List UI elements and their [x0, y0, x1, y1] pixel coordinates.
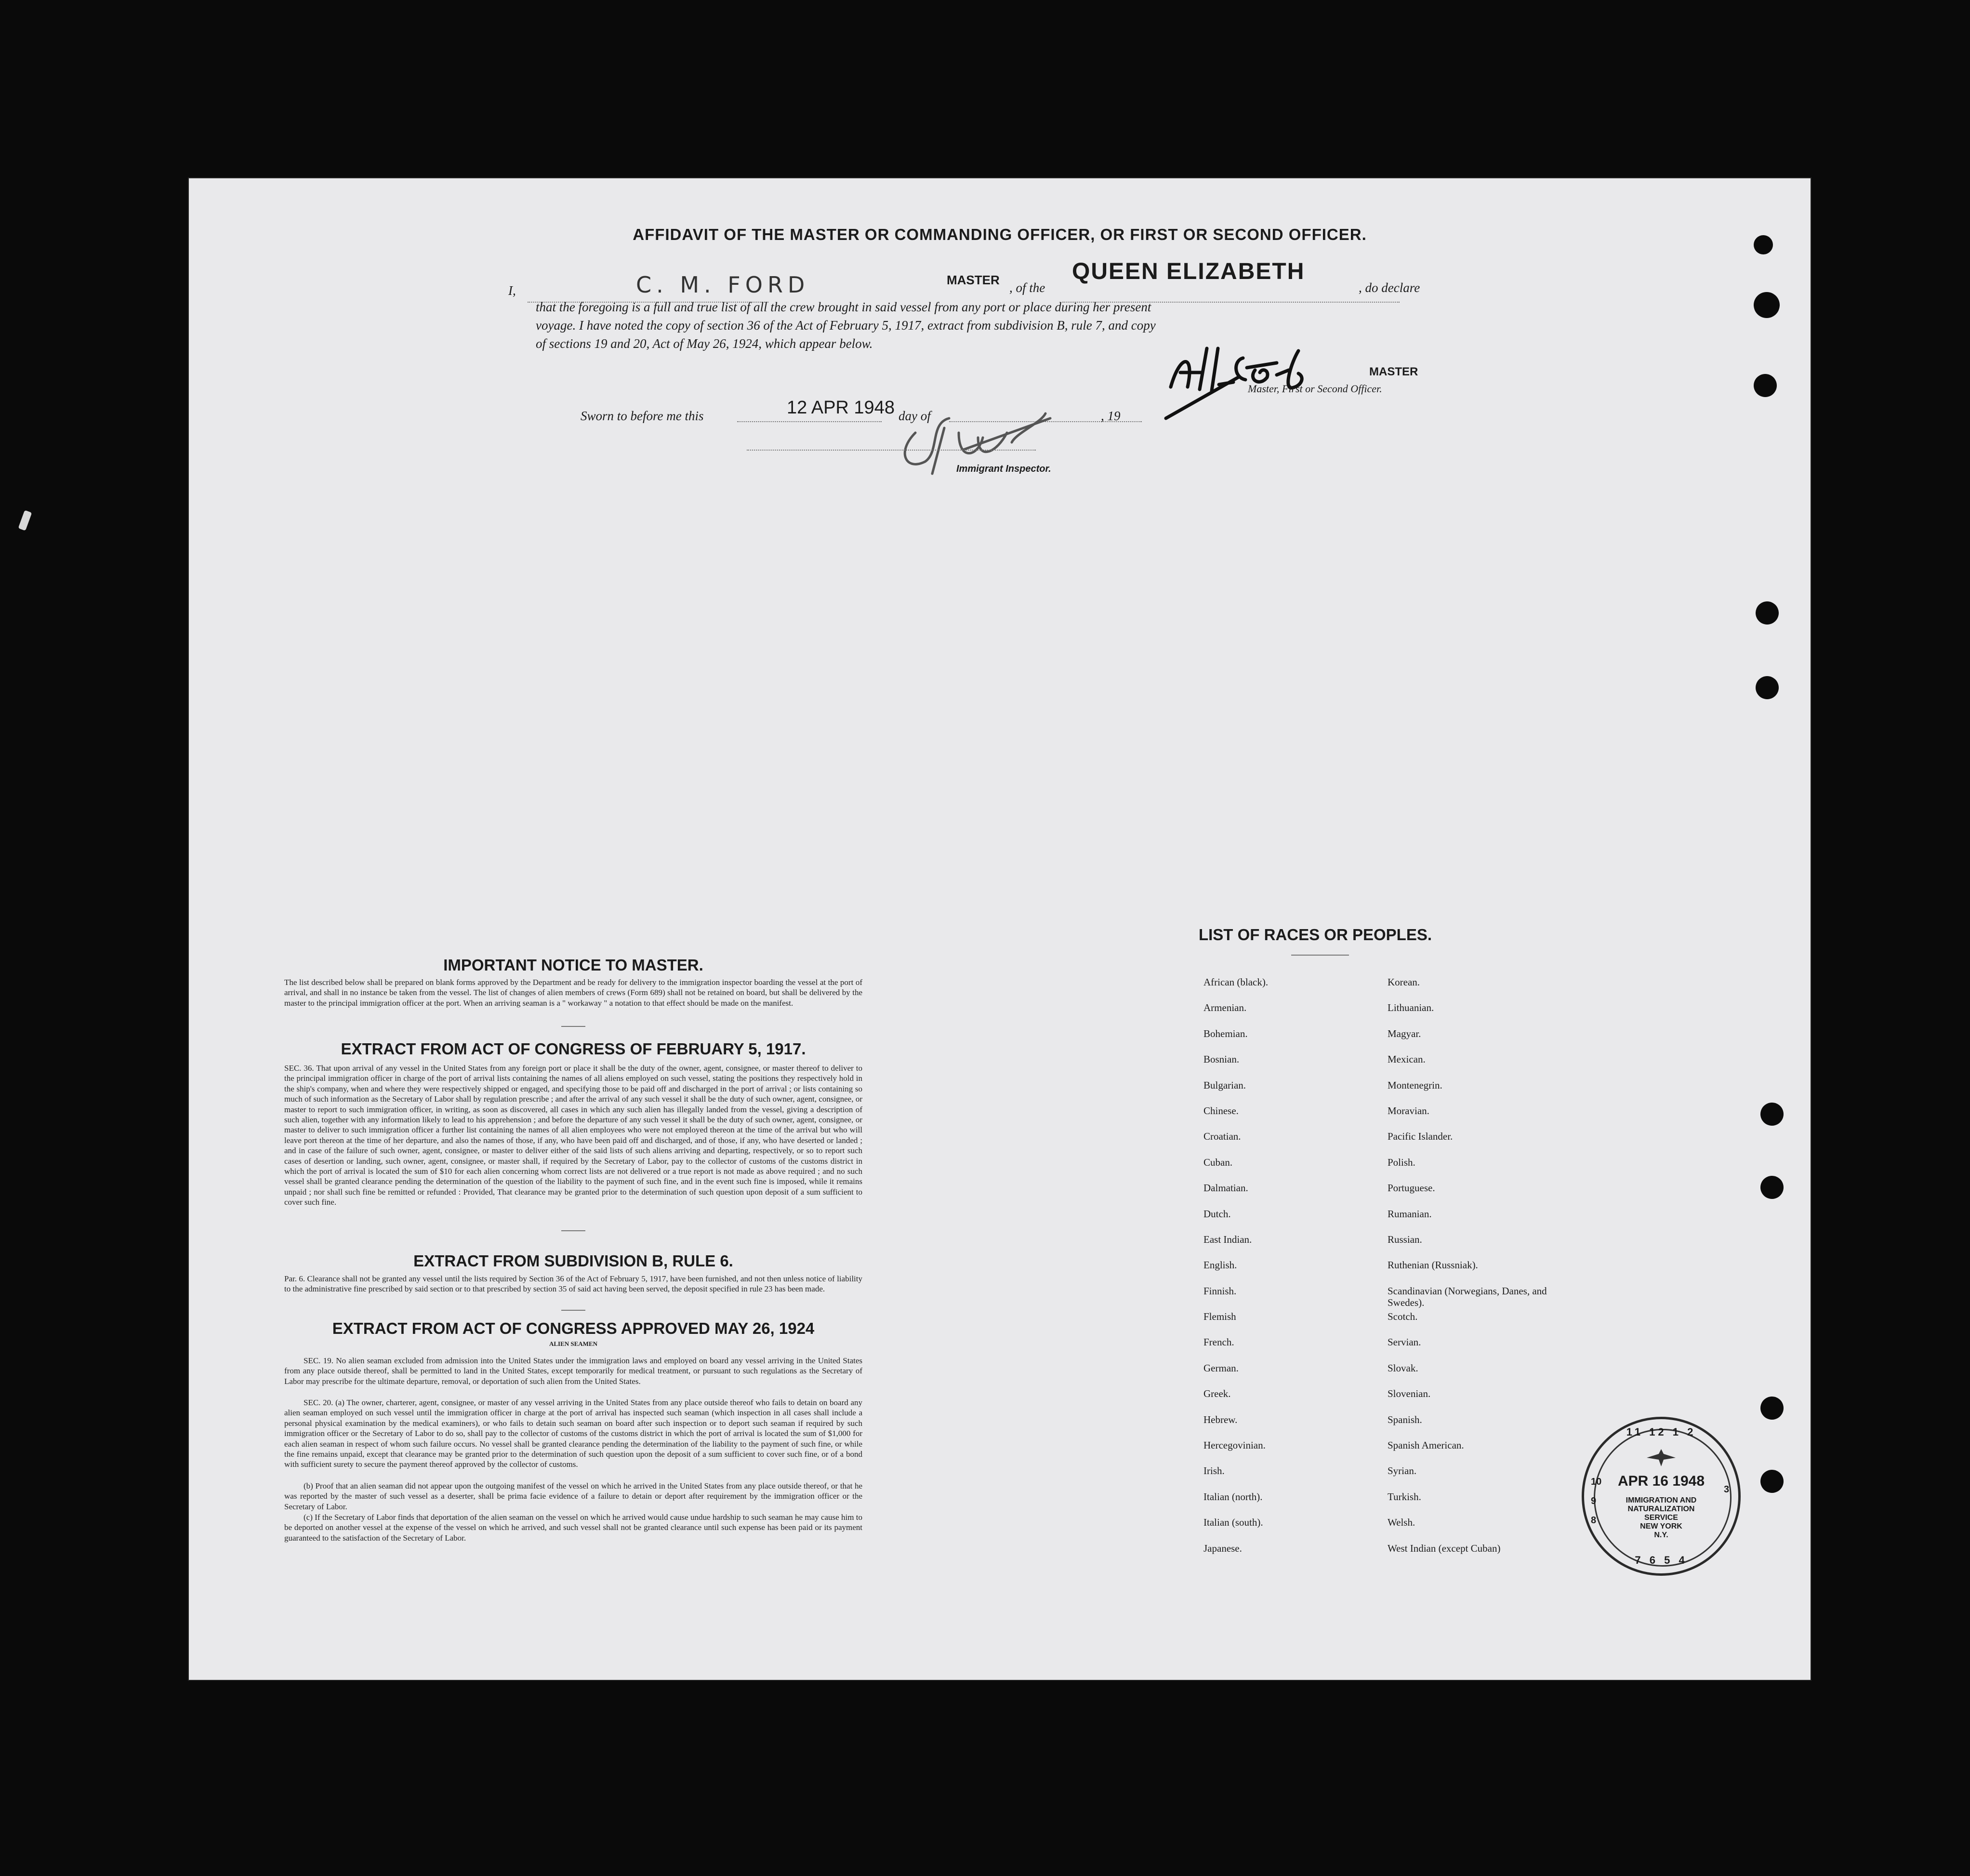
divider — [561, 1230, 585, 1231]
race-item: Dutch. — [1203, 1208, 1231, 1220]
year-prefix: , 19 — [1101, 409, 1121, 423]
punch-hole — [1754, 292, 1780, 318]
race-item: Italian (south). — [1203, 1517, 1263, 1529]
divider — [561, 1026, 585, 1027]
notice-heading: EXTRACT FROM ACT OF CONGRESS OF FEBRUARY 5, 1917. — [341, 1040, 806, 1058]
notice-paragraph: SEC. 36. That upon arrival of any vessel in the United States from any foreign port or place it shall be the duty of the owner, agent, consignee, or master thereof to deliver to the principal immigration officer in charge of the port of arrival lists containing the names of all aliens employed on such vessel, stating the positions they respectively hold in the ship's company, when and where they were respectively shipped or engaged, and specifying those to be paid off and discharged in the port of arrival ; or lists containing so much of such information as the Secretary of Labor shall by regulation prescribe ; and after the arrival of any such vessel it shall be the duty of such owner, agent, consignee, or master to report to such immigration officer, in writing, as soon as discovered, all cases in which any such alien has illegally landed from the vessel, giving a description of such alien, together with any information likely to lead to his apprehension ; and before the departure of any such vessel it shall be the duty of such owner, agent, consignee, or master to deliver to such immigration officer a further list containing the names of all alien employees who were not employed thereon at the time of the arrival but who will leave port thereon at the time of her departure, and also the names of those, if any, who have been paid off and discharged, and of those, if any, who have deserted or landed ; and in case of the failure of such owner, agent, consignee, or master to deliver either of the said lists of such aliens arriving and departing, respectively, or so to report such cases of desertion or landing, such owner, agent, consignee, or master shall, if required by the Secretary of Labor, pay to the collector of customs of the customs district in which the port of arrival is located the sum of $10 for each alien concerning whom correct lists are not delivered or a true report is not made as above required ; and no such vessel shall be granted clearance pending the determination of the question of the liability to the payment of such fine, and in the event such fine is imposed, while it remains unpaid ; nor shall such fine be remitted or refunded : Provided, That clearance may be granted prior to the determination of such question upon deposit of a sum sufficient to cover such fine. — [284, 1064, 862, 1207]
rank-stamp: MASTER — [947, 273, 1000, 287]
race-item: Moravian. — [1388, 1104, 1429, 1117]
stamp-hour: 1 — [1672, 1426, 1681, 1438]
races-left-column — [1203, 976, 1268, 1568]
race-item: Bulgarian. — [1203, 1079, 1246, 1091]
punch-hole — [1754, 235, 1773, 254]
declaration-line: of sections 19 and 20, Act of May 26, 1924, which appear below. — [536, 336, 873, 351]
film-speck — [18, 510, 32, 531]
race-item: English. — [1203, 1259, 1237, 1271]
stamp-line: NATURALIZATION — [1627, 1505, 1695, 1513]
sworn-text: Sworn to before me this — [581, 409, 704, 423]
race-item: Japanese. — [1203, 1542, 1242, 1554]
stamp-hour: 7 — [1635, 1554, 1644, 1566]
punch-hole — [1754, 374, 1777, 397]
race-item: East Indian. — [1203, 1233, 1252, 1245]
race-item: Bosnian. — [1203, 1053, 1240, 1065]
manifest-page — [188, 177, 1811, 1681]
divider — [561, 1310, 585, 1311]
races-right-column — [1388, 976, 1561, 1568]
notice-heading: EXTRACT FROM ACT OF CONGRESS APPROVED MAY 26, 1924 — [332, 1319, 815, 1337]
race-item: Armenian. — [1203, 1002, 1247, 1014]
race-item: Ruthenian (Russniak). — [1388, 1259, 1478, 1271]
stamp-hour: 6 — [1649, 1554, 1658, 1566]
signature-caption: Master, First or Second Officer. — [1248, 383, 1382, 395]
race-item: Scotch. — [1388, 1311, 1418, 1323]
signature-stamp: MASTER — [1369, 365, 1418, 378]
race-item: Montenegrin. — [1388, 1079, 1442, 1091]
stamp-line: SERVICE — [1644, 1514, 1678, 1522]
race-item: Dalmatian. — [1203, 1182, 1248, 1194]
do-declare-text: , do declare — [1359, 280, 1420, 295]
race-item: Turkish. — [1388, 1490, 1421, 1503]
of-the-text: , of the — [1009, 280, 1045, 295]
punch-hole — [1760, 1176, 1784, 1199]
notice-paragraph: (b) Proof that an alien seaman did not appear upon the outgoing manifest of the vessel on which he arrived in the United States from any place outside thereof, or that he was reported by the master of such vessel as a deserter, shall be prima facie evidence of a failure to detain or deport after requirement by the immigration officer or the Secretary of Labor. — [284, 1481, 862, 1511]
sworn-date: 12 APR 1948 — [787, 398, 895, 418]
race-item: Greek. — [1203, 1388, 1231, 1400]
race-item: Scandinavian (Norwegians, Danes, and Swedes). — [1388, 1285, 1547, 1308]
stamp-date: APR 16 1948 — [1617, 1473, 1705, 1489]
race-item: Chinese. — [1203, 1104, 1239, 1117]
affidavit-title: AFFIDAVIT OF THE MASTER OR COMMANDING OFFICER, OR FIRST OR SECOND OFFICER. — [633, 226, 1367, 243]
race-item: Magyar. — [1388, 1027, 1421, 1039]
race-item: Mexican. — [1388, 1053, 1426, 1065]
race-item: Croatian. — [1203, 1131, 1241, 1143]
notice-paragraph: Par. 6. Clearance shall not be granted any vessel until the lists required by Section 36 of the Act of February 5, 1917, have been furnished, and not then unless notice of liability to the administrative fine prescribed by said section or to that prescribed by section 35 of said act having been served, the deposit specified in rule 23 has been made. — [284, 1274, 862, 1294]
stamp-hour: 2 — [1687, 1426, 1696, 1438]
affidavit-pronoun: I, — [508, 283, 516, 298]
stamp-hour: 3 — [1724, 1484, 1730, 1495]
stamp-clock-bottom — [1584, 1554, 1738, 1567]
race-item: Pacific Islander. — [1388, 1131, 1453, 1143]
declarant-name: C. M. FORD — [636, 272, 810, 298]
notice-paragraph: The list described below shall be prepared on blank forms approved by the Department and be ready for delivery to the immigration inspector boarding the vessel at the port of arrival, and shall in no instance be taken from the vessel. The list of changes of alien members of crews (Form 689) shall not be retained on board, but shall be delivered by the master to the principal immigration officer at the port. When an arriving seaman is a " workaway " a notation to that effect should be made on the manifest. — [284, 978, 862, 1008]
stamp-line: IMMIGRATION AND — [1626, 1496, 1697, 1504]
vessel-name: QUEEN ELIZABETH — [1072, 259, 1305, 284]
stamp-hour: 4 — [1679, 1554, 1688, 1566]
declaration-line: voyage. I have noted the copy of section 36 of the Act of February 5, 1917, extract from subdivision B, rule 7, and copy — [536, 318, 1156, 333]
race-item: Cuban. — [1203, 1156, 1233, 1168]
stamp-clock-top — [1584, 1426, 1738, 1438]
race-item: Spanish American. — [1388, 1439, 1464, 1451]
day-of-text: day of — [899, 409, 931, 423]
stamp-hour: 12 — [1649, 1426, 1667, 1438]
divider — [1291, 955, 1349, 956]
race-item: Flemish — [1203, 1311, 1236, 1323]
race-item: Syrian. — [1388, 1465, 1417, 1477]
race-item: Spanish. — [1388, 1413, 1422, 1425]
stamp-line: N.Y. — [1654, 1531, 1668, 1539]
race-item: German. — [1203, 1362, 1239, 1374]
race-item: Finnish. — [1203, 1285, 1237, 1297]
punch-hole — [1760, 1103, 1784, 1126]
punch-hole — [1756, 601, 1779, 625]
stamp-hour: 8 — [1591, 1515, 1597, 1526]
race-item: Slovak. — [1388, 1362, 1418, 1374]
races-title: LIST OF RACES OR PEOPLES. — [1198, 926, 1432, 944]
immigration-stamp — [1582, 1417, 1741, 1576]
race-item: Hebrew. — [1203, 1413, 1238, 1425]
stamp-hour: 11 — [1626, 1426, 1643, 1438]
race-item: West Indian (except Cuban) — [1388, 1542, 1501, 1554]
notice-paragraph: (c) If the Secretary of Labor finds that deportation of the alien seaman on the vessel on which he arrived would cause undue hardship to such seaman he may cause him to be deported on another vessel at the expense of the vessel on which he arrived, and such vessel shall not be granted clearance until such expense has been paid or its payment guaranteed to the satisfaction of the Secretary of Labor. — [284, 1513, 862, 1543]
race-item: Irish. — [1203, 1465, 1225, 1477]
stamp-hour: 10 — [1591, 1477, 1602, 1487]
race-item: Russian. — [1388, 1233, 1422, 1245]
punch-hole — [1756, 676, 1779, 699]
declaration-line: that the foregoing is a full and true list of all the crew brought in said vessel from any port or place during her present — [536, 300, 1151, 314]
sworn-date-line — [737, 421, 882, 422]
race-item: Servian. — [1388, 1336, 1421, 1348]
race-item: African (black). — [1203, 976, 1269, 988]
inspector-caption: Immigrant Inspector. — [956, 464, 1051, 474]
race-item: Slovenian. — [1388, 1388, 1431, 1400]
race-item: Hercegovinian. — [1203, 1439, 1266, 1451]
notice-subheading: ALIEN SEAMEN — [549, 1340, 598, 1347]
punch-hole — [1760, 1397, 1784, 1420]
race-item: Korean. — [1388, 976, 1420, 988]
race-item: Portuguese. — [1388, 1182, 1435, 1194]
stamp-agency — [1584, 1496, 1738, 1540]
stamp-hour: 9 — [1591, 1496, 1597, 1506]
race-item: French. — [1203, 1336, 1234, 1348]
notice-heading: EXTRACT FROM SUBDIVISION B, RULE 6. — [413, 1252, 733, 1270]
race-item: Lithuanian. — [1388, 1002, 1434, 1014]
notice-paragraph: SEC. 19. No alien seaman excluded from admission into the United States under the immigration laws and employed on board any vessel arriving in the United States from any place outside thereof, shall be permitted to land in the United States, except temporarily for medical treatment, or pursuant to such regulations as the Secretary of Labor may prescribe for the ultimate departure, removal, or deportation of such alien from the United States. — [284, 1356, 862, 1386]
race-item: Welsh. — [1388, 1517, 1415, 1529]
stamp-line: NEW YORK — [1640, 1522, 1682, 1530]
race-item: Polish. — [1388, 1156, 1415, 1168]
inspector-line — [747, 450, 1036, 451]
race-item: Bohemian. — [1203, 1027, 1248, 1039]
race-item: Rumanian. — [1388, 1208, 1432, 1220]
stamp-hour: 5 — [1664, 1554, 1673, 1566]
eagle-emblem-icon — [1644, 1448, 1678, 1467]
race-item: Italian (north). — [1203, 1490, 1263, 1503]
notice-paragraph: SEC. 20. (a) The owner, charterer, agent, consignee, or master of any vessel arriving in the United States from any place outside thereof who fails to detain on board any alien seaman employed on such vessel until the immigration officer in charge at the port of arrival has inspected such seaman (which inspection in all cases shall include a personal physical examination by the medical examiners), or who fails to detain such seaman on board after such inspection or to deport such seaman if required by such immigration officer or the Secretary of Labor to do so, shall pay to the collector of customs of the customs district in which the port of arrival is located the sum of $1,000 for each alien seaman in respect of whom such failure occurs. No vessel shall be granted clearance pending the determination of the liability to the payment of such fine, or while the fine remains unpaid, except that clearance may be granted prior to the determination of such question upon the deposit of a sum sufficient to cover such fine, or of a bond with sufficient surety to secure the payment thereof approved by the collector of customs. — [284, 1398, 862, 1469]
punch-hole — [1760, 1470, 1784, 1493]
notice-heading: IMPORTANT NOTICE TO MASTER. — [443, 956, 703, 974]
